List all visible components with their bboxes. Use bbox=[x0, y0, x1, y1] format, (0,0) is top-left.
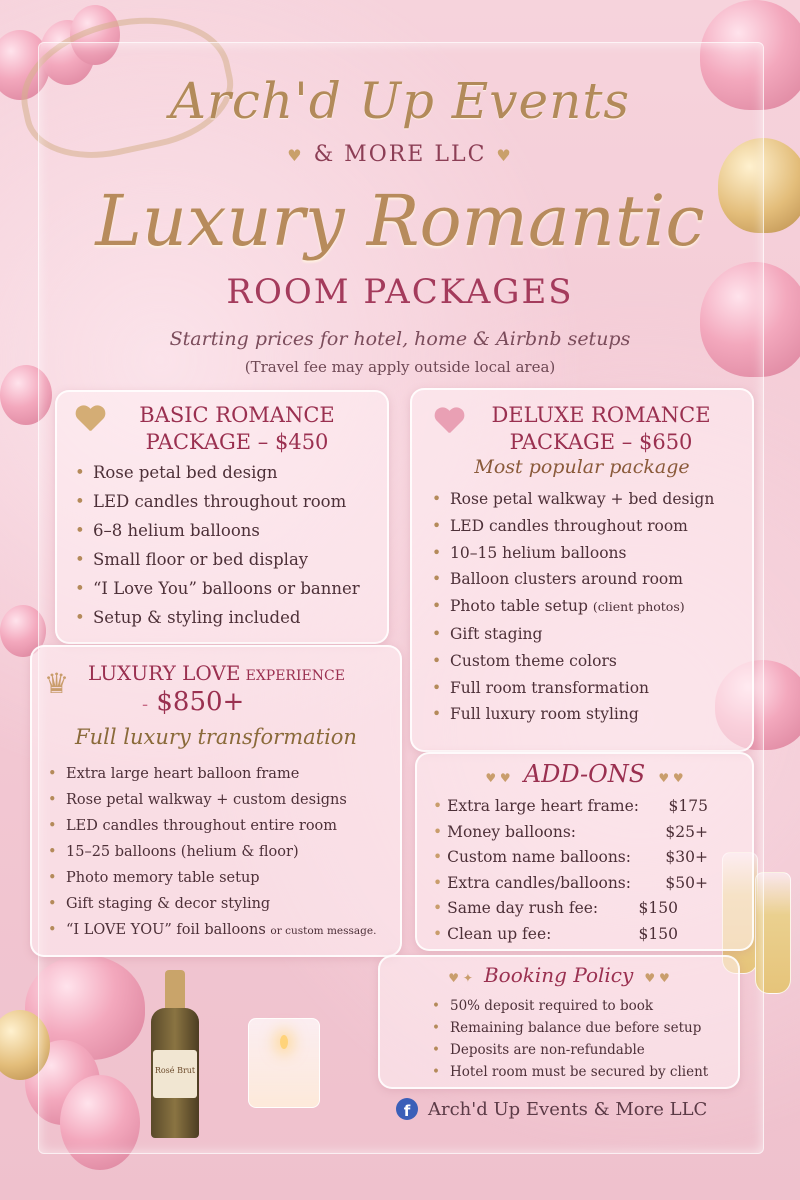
list-item: • Gift staging bbox=[428, 621, 714, 648]
facebook-icon: f bbox=[396, 1098, 418, 1120]
addon-label: • Same day rush fee: bbox=[433, 899, 599, 917]
list-item: • Balloon clusters around room bbox=[428, 566, 714, 593]
list-item: • Gift staging & decor styling bbox=[44, 891, 376, 917]
list-item-text: “I LOVE YOU” foil balloons bbox=[66, 922, 266, 938]
addon-row bbox=[433, 845, 708, 871]
deluxe-item-list bbox=[428, 486, 714, 728]
photo-note: (client photos) bbox=[592, 599, 685, 615]
luxury-title-main: LUXURY LOVE bbox=[88, 661, 241, 685]
addon-row bbox=[433, 871, 708, 897]
list-item: • LED candles throughout room bbox=[428, 513, 714, 540]
basic-package-card bbox=[55, 390, 389, 644]
heart-icon: ♥ ♥ bbox=[485, 771, 511, 785]
list-item: • Custom theme colors bbox=[428, 648, 714, 675]
luxury-price bbox=[142, 687, 244, 717]
addons-list bbox=[433, 794, 708, 947]
list-item: • Rose petal walkway + bed design bbox=[428, 486, 714, 513]
deluxe-title-line1: DELUXE ROMANCE bbox=[491, 403, 711, 427]
addons-title-text: ADD-ONS bbox=[523, 760, 646, 788]
heart-icon: ♥ ✦ bbox=[448, 971, 473, 985]
list-item: • Hotel room must be secured by client bbox=[428, 1061, 708, 1083]
basic-item-list bbox=[71, 458, 360, 632]
list-item: • Small floor or bed display bbox=[71, 545, 360, 574]
addon-price: $50+ bbox=[665, 873, 708, 892]
page-title: Luxury Romantic bbox=[95, 180, 705, 262]
travel-note: (Travel fee may apply outside local area) bbox=[244, 358, 556, 376]
basic-title-line2: PACKAGE – $450 bbox=[145, 430, 329, 454]
footer-name: Arch'd Up Events & More LLC bbox=[428, 1098, 708, 1120]
addon-price: $150 bbox=[638, 899, 678, 917]
addon-label: • Money balloons: bbox=[433, 822, 577, 841]
brand-name: Arch'd Up Events bbox=[169, 72, 631, 130]
list-item: • 6–8 helium balloons bbox=[71, 516, 360, 545]
deluxe-title-line2: PACKAGE – $650 bbox=[509, 430, 693, 454]
heart-icon: ♥ ♥ bbox=[644, 971, 670, 985]
addon-row bbox=[433, 922, 678, 948]
brand-sub-text: & MORE LLC bbox=[313, 142, 487, 167]
list-item: • LED candles throughout room bbox=[71, 487, 360, 516]
page-subtitle: ROOM PACKAGES bbox=[226, 272, 574, 312]
addon-row bbox=[433, 794, 708, 820]
bottle-label: Rosé Brut bbox=[153, 1050, 197, 1098]
list-item: • 10–15 helium balloons bbox=[428, 540, 714, 567]
tagline: Starting prices for hotel, home & Airbnb setups bbox=[169, 328, 631, 350]
list-item: • Rose petal walkway + custom designs bbox=[44, 787, 376, 813]
addon-row bbox=[433, 820, 708, 846]
list-item: • “I Love You” balloons or banner bbox=[71, 574, 360, 603]
addons-title bbox=[417, 760, 752, 788]
addon-label: • Clean up fee: bbox=[433, 924, 552, 943]
list-item bbox=[428, 593, 714, 621]
luxury-title-small: EXPERIENCE bbox=[245, 668, 345, 684]
list-item: • 50% deposit required to book bbox=[428, 995, 708, 1017]
list-item: • Photo memory table setup bbox=[44, 865, 376, 891]
addon-price: $30+ bbox=[665, 848, 708, 866]
list-item: • Deposits are non-refundable bbox=[428, 1039, 708, 1061]
addon-label: • Extra large heart frame: bbox=[433, 797, 640, 815]
booking-item-list bbox=[428, 995, 708, 1083]
luxury-price-text: $850+ bbox=[156, 687, 245, 717]
luxury-title bbox=[88, 661, 345, 685]
list-item: • LED candles throughout entire room bbox=[44, 813, 376, 839]
addon-label: • Extra candles/balloons: bbox=[433, 873, 631, 892]
addons-card bbox=[415, 752, 754, 951]
list-item: • Remaining balance due before setup bbox=[428, 1017, 708, 1039]
footer-facebook[interactable] bbox=[396, 1098, 707, 1120]
booking-title-text: Booking Policy bbox=[483, 963, 634, 987]
booking-title bbox=[380, 963, 738, 987]
price-dash-icon: - bbox=[142, 694, 149, 715]
list-item: • Extra large heart balloon frame bbox=[44, 761, 376, 787]
heart-icon: ♥ bbox=[287, 146, 304, 165]
addon-price: $25+ bbox=[665, 822, 708, 841]
addon-row bbox=[433, 896, 678, 922]
heart-icon: ♥ ♥ bbox=[658, 771, 684, 785]
addon-price: $175 bbox=[668, 797, 708, 815]
list-item: • Full luxury room styling bbox=[428, 701, 714, 728]
booking-policy-card bbox=[378, 955, 740, 1089]
list-item: • Full room transformation bbox=[428, 675, 714, 702]
brand-subtitle bbox=[0, 142, 800, 167]
addon-price: $150 bbox=[638, 924, 678, 943]
addon-label: • Custom name balloons: bbox=[433, 848, 631, 866]
deluxe-package-card bbox=[410, 388, 754, 752]
heart-icon: ♥ bbox=[496, 146, 513, 165]
basic-title-line1: BASIC ROMANCE bbox=[139, 403, 335, 427]
list-item: • 15–25 balloons (helium & floor) bbox=[44, 839, 376, 865]
luxury-tag: Full luxury transformation bbox=[75, 725, 357, 749]
custom-message-note: or custom message. bbox=[270, 925, 377, 937]
most-popular-tag: Most popular package bbox=[474, 456, 690, 478]
list-item: • Setup & styling included bbox=[71, 603, 360, 632]
luxury-package-card bbox=[30, 645, 402, 957]
luxury-item-list bbox=[44, 761, 376, 944]
list-item-text: Photo table setup bbox=[450, 597, 588, 616]
list-item bbox=[44, 917, 376, 944]
list-item: • Rose petal bed design bbox=[71, 458, 360, 487]
crown-icon: ♛ bbox=[44, 667, 70, 700]
